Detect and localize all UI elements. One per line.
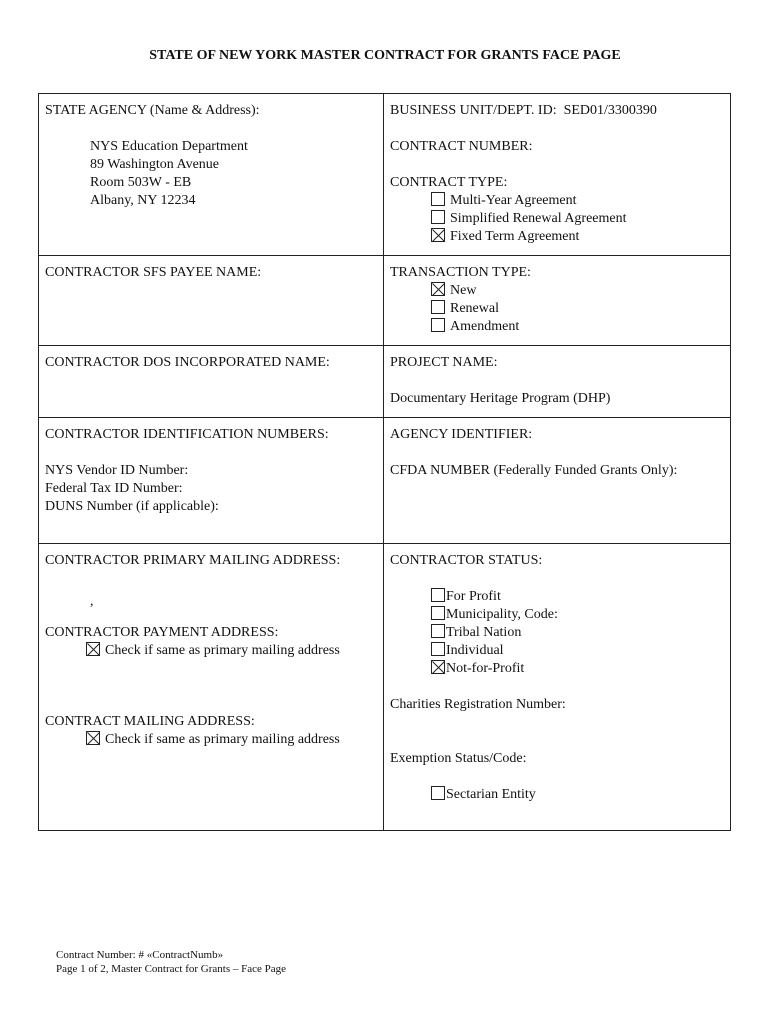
sectarian-entity-label: Sectarian Entity — [446, 787, 536, 802]
checkbox-simplified-renewal[interactable] — [431, 210, 445, 224]
business-unit — [390, 102, 724, 120]
contract-type-fixed-term: Fixed Term Agreement — [450, 229, 580, 244]
contract-type-multi-year: Multi-Year Agreement — [450, 193, 577, 208]
checkbox-not-for-profit[interactable] — [431, 660, 445, 674]
contract-mailing-label: CONTRACT MAILING ADDRESS: — [45, 714, 255, 729]
contract-mailing-check[interactable] — [45, 731, 377, 749]
transaction-type-option[interactable] — [390, 318, 724, 336]
checkbox-individual[interactable] — [431, 642, 445, 656]
status-option[interactable] — [390, 606, 724, 624]
transaction-type-new: New — [450, 283, 477, 298]
checkbox-amendment[interactable] — [431, 318, 445, 332]
transaction-type-amendment: Amendment — [450, 319, 520, 334]
status-option[interactable] — [390, 642, 724, 660]
row-dos-name — [39, 346, 731, 418]
checkbox-tribal-nation[interactable] — [431, 624, 445, 638]
dos-name-label: CONTRACTOR DOS INCORPORATED NAME: — [45, 355, 330, 370]
checkbox-payment-same[interactable] — [86, 642, 100, 656]
cfda-number-label: CFDA NUMBER (Federally Funded Grants Only): — [390, 463, 678, 478]
row-agency — [39, 94, 731, 256]
checkbox-municipality[interactable] — [431, 606, 445, 620]
footer-contract-number: Contract Number: # «ContractNumb» — [56, 949, 224, 961]
page-title: STATE OF NEW YORK MASTER CONTRACT FOR GRANTS FACE PAGE — [149, 48, 621, 63]
transaction-type-label: TRANSACTION TYPE: — [390, 265, 531, 280]
row-payee — [39, 256, 731, 346]
mailing-address-label: CONTRACTOR PRIMARY MAILING ADDRESS: — [45, 553, 341, 568]
status-option[interactable] — [390, 660, 724, 678]
agency-identifier-cell — [384, 418, 731, 544]
contract-type-option[interactable] — [390, 210, 724, 228]
contractor-status-cell — [384, 544, 731, 831]
contract-type-option[interactable] — [390, 192, 724, 210]
addresses-cell — [39, 544, 384, 831]
checkbox-renewal[interactable] — [431, 300, 445, 314]
payee-name-cell — [39, 256, 384, 346]
business-unit-cell — [384, 94, 731, 256]
transaction-type-option[interactable] — [390, 282, 724, 300]
contract-type-option[interactable] — [390, 228, 724, 246]
identification-cell — [39, 418, 384, 544]
payee-name-label: CONTRACTOR SFS PAYEE NAME: — [45, 265, 262, 280]
transaction-type-option[interactable] — [390, 300, 724, 318]
checkbox-for-profit[interactable] — [431, 588, 445, 602]
footer-page-info: Page 1 of 2, Master Contract for Grants – Face Page — [56, 963, 287, 975]
contract-number-label: CONTRACT NUMBER: — [390, 139, 533, 154]
status-option[interactable] — [390, 588, 724, 606]
duns-number-label: DUNS Number (if applicable): — [45, 499, 219, 514]
row-identification — [39, 418, 731, 544]
checkbox-fixed-term[interactable] — [431, 228, 445, 242]
agency-address-line-4: Albany, NY 12234 — [90, 193, 196, 208]
business-unit-label: BUSINESS UNIT/DEPT. ID: — [390, 103, 557, 118]
agency-address-line-3: Room 503W - EB — [90, 175, 192, 190]
exemption-status-label: Exemption Status/Code: — [390, 751, 527, 766]
payment-same-label: Check if same as primary mailing address — [105, 643, 340, 658]
transaction-type-renewal: Renewal — [450, 301, 499, 316]
contract-face-table — [38, 93, 731, 831]
agency-identifier-label: AGENCY IDENTIFIER: — [390, 427, 533, 442]
mailing-address-value: , — [90, 594, 94, 609]
project-name-cell — [384, 346, 731, 418]
transaction-type-cell — [384, 256, 731, 346]
business-unit-value: SED01/3300390 — [563, 103, 657, 118]
state-agency-cell — [39, 94, 384, 256]
status-for-profit: For Profit — [446, 589, 501, 604]
status-not-for-profit: Not-for-Profit — [446, 661, 525, 676]
checkbox-sectarian[interactable] — [431, 786, 445, 800]
payment-address-check[interactable] — [45, 642, 377, 660]
agency-address-line-1: NYS Education Department — [90, 139, 248, 154]
status-option[interactable] — [390, 624, 724, 642]
state-agency-label: STATE AGENCY (Name & Address): — [45, 103, 260, 118]
page-footer — [56, 948, 286, 976]
vendor-id-label: NYS Vendor ID Number: — [45, 463, 189, 478]
contract-mailing-same-label: Check if same as primary mailing address — [105, 732, 340, 747]
status-municipality: Municipality, Code: — [446, 607, 558, 622]
checkbox-new[interactable] — [431, 282, 445, 296]
project-name-label: PROJECT NAME: — [390, 355, 498, 370]
payment-address-label: CONTRACTOR PAYMENT ADDRESS: — [45, 625, 279, 640]
status-tribal-nation: Tribal Nation — [446, 625, 522, 640]
contractor-status-label: CONTRACTOR STATUS: — [390, 553, 543, 568]
contract-type-simplified-renewal: Simplified Renewal Agreement — [450, 211, 627, 226]
project-name-value: Documentary Heritage Program (DHP) — [390, 391, 611, 406]
agency-address-line-2: 89 Washington Avenue — [90, 157, 220, 172]
identification-label: CONTRACTOR IDENTIFICATION NUMBERS: — [45, 427, 329, 442]
row-addresses — [39, 544, 731, 831]
federal-tax-id-label: Federal Tax ID Number: — [45, 481, 183, 496]
checkbox-contract-mailing-same[interactable] — [86, 731, 100, 745]
charities-registration-label: Charities Registration Number: — [390, 697, 566, 712]
status-individual: Individual — [446, 643, 504, 658]
checkbox-multi-year[interactable] — [431, 192, 445, 206]
dos-name-cell — [39, 346, 384, 418]
contract-type-label: CONTRACT TYPE: — [390, 175, 508, 190]
sectarian-option[interactable] — [390, 786, 724, 804]
